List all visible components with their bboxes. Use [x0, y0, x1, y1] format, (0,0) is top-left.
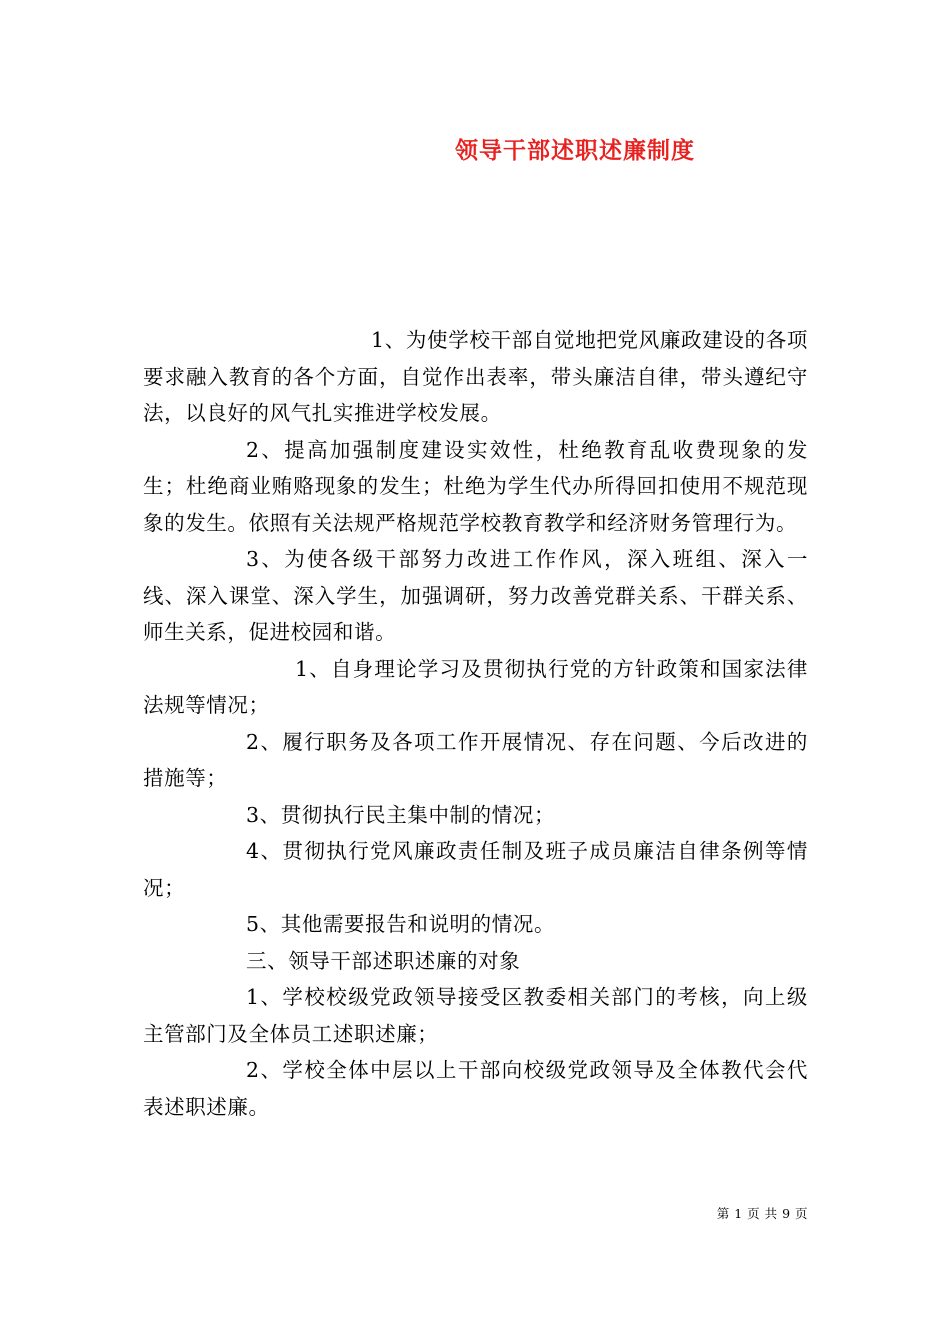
paragraph: 1、学校校级党政领导接受区教委相关部门的考核，向上级主管部门及全体员工述职述廉； — [143, 985, 808, 1046]
document-title: 领导干部述职述廉制度 — [455, 137, 695, 164]
paragraph: 1、为使学校干部自觉地把党风廉政建设的各项要求融入教育的各个方面，自觉作出表率，带头廉洁自律，带头遵纪守法，以良好的风气扎实推进学校发展。 — [143, 328, 808, 425]
page-number-footer: 第 1 页 共 9 页 — [716, 1206, 808, 1221]
paragraph: 3、贯彻执行民主集中制的情况； — [246, 802, 556, 827]
paragraph: 3、为使各级干部努力改进工作作风，深入班组、深入一线、深入课堂、深入学生，加强调研，努力改善党群关系、干群关系、师生关系，促进校园和谐。 — [143, 547, 808, 644]
paragraph: 1、自身理论学习及贯彻执行党的方针政策和国家法律法规等情况； — [143, 656, 808, 717]
document-body — [143, 322, 808, 1125]
paragraph: 5、其他需要报告和说明的情况。 — [246, 912, 556, 936]
paragraph: 4、贯彻执行党风廉政责任制及班子成员廉洁自律条例等情况； — [143, 839, 808, 900]
paragraph: 2、提高加强制度建设实效性，杜绝教育乱收费现象的发生；杜绝商业贿赂现象的发生；杜绝为学生代办所得回扣使用不规范现象的发生。依照有关法规严格规范学校教育教学和经济财务管理行为。 — [143, 437, 808, 535]
paragraph: 2、学校全体中层以上干部向校级党政领导及全体教代会代表述职述廉。 — [143, 1058, 808, 1119]
section-heading: 三、领导干部述职述廉的对象 — [246, 948, 521, 973]
paragraph: 2、履行职务及各项工作开展情况、存在问题、今后改进的措施等； — [143, 729, 808, 790]
